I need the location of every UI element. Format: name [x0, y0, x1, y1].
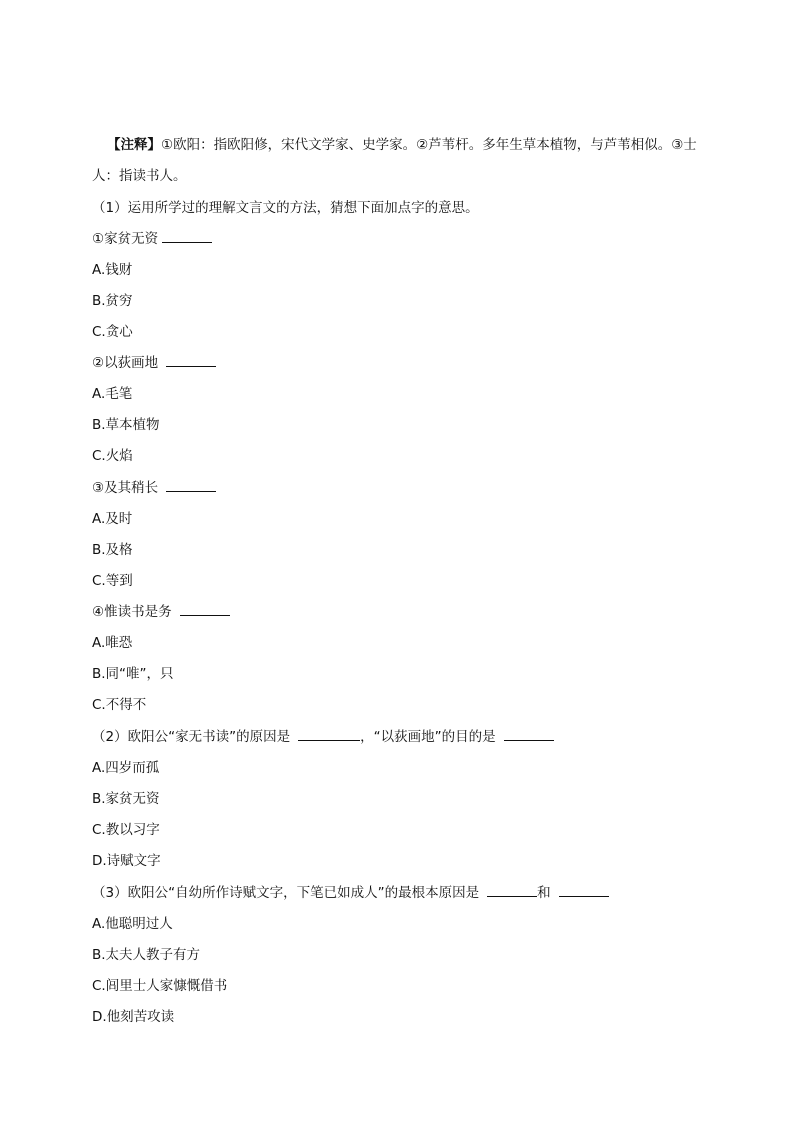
q1-item-2-option-a[interactable]: A.毛笔 [92, 386, 133, 402]
q2-option-c[interactable]: C.教以习字 [92, 822, 160, 838]
stem-text: ③及其稍长 [92, 480, 159, 496]
q3-option-c[interactable]: C.闾里士人家慷慨借书 [92, 978, 228, 994]
answer-blank-2[interactable] [504, 728, 554, 741]
question-3-prompt [92, 881, 609, 901]
answer-blank-1[interactable] [298, 728, 360, 741]
note-text-2: 人：指读书人。 [92, 168, 187, 184]
answer-blank[interactable] [166, 354, 216, 367]
q1-item-1-stem [92, 227, 212, 247]
q1-item-1-option-c[interactable]: C.贪心 [92, 324, 133, 340]
q1-item-3-option-c[interactable]: C.等到 [92, 573, 133, 589]
answer-blank[interactable] [180, 603, 230, 616]
answer-blank[interactable] [166, 479, 216, 492]
q2-option-b[interactable]: B.家贫无资 [92, 791, 160, 807]
q1-item-3-stem [92, 476, 216, 496]
stem-text: ④惟读书是务 [92, 604, 172, 620]
q1-item-3-option-a[interactable]: A.及时 [92, 511, 133, 527]
note-text-1: ①欧阳：指欧阳修，宋代文学家、史学家。②芦苇杆。多年生草本植物，与芦苇相似。③士 [161, 137, 697, 153]
q1-item-2-option-b[interactable]: B.草本植物 [92, 417, 160, 433]
answer-blank-2[interactable] [559, 884, 609, 897]
q3-prompt-part-a: （3）欧阳公“自幼所作诗赋文字，下笔已如成人”的最根本原因是 [92, 885, 480, 901]
q1-item-1-option-b[interactable]: B.贫穷 [92, 293, 133, 309]
q2-prompt-part-b: ，“以荻画地”的目的是 [360, 729, 496, 745]
q1-item-3-option-b[interactable]: B.及格 [92, 542, 133, 558]
q1-item-4-option-b[interactable]: B.同“唯”，只 [92, 666, 174, 682]
note-label: 【注释】 [107, 137, 161, 153]
question-1-prompt: （1）运用所学过的理解文言文的方法，猜想下面加点字的意思。 [92, 200, 479, 216]
q1-item-4-option-a[interactable]: A.唯恐 [92, 635, 133, 651]
question-2-prompt [92, 725, 554, 745]
q3-option-b[interactable]: B.太夫人教子有方 [92, 947, 201, 963]
q1-item-4-option-c[interactable]: C.不得不 [92, 697, 147, 713]
q1-item-2-stem [92, 351, 216, 371]
answer-blank[interactable] [162, 230, 212, 243]
stem-text: ①家贫无资 [92, 231, 159, 247]
q1-item-4-stem [92, 600, 230, 620]
q2-prompt-part-a: （2）欧阳公“家无书读”的原因是 [92, 729, 291, 745]
note-line-2 [92, 164, 187, 184]
note-line-1 [107, 133, 697, 153]
q3-option-d[interactable]: D.他刻苦攻读 [92, 1009, 175, 1025]
q1-item-2-option-c[interactable]: C.火焰 [92, 448, 133, 464]
q1-item-1-option-a[interactable]: A.钱财 [92, 262, 133, 278]
answer-blank-1[interactable] [487, 884, 537, 897]
q2-option-a[interactable]: A.四岁而孤 [92, 760, 160, 776]
q3-option-a[interactable]: A.他聪明过人 [92, 916, 173, 932]
q2-option-d[interactable]: D.诗赋文字 [92, 853, 161, 869]
stem-text: ②以荻画地 [92, 355, 159, 371]
q3-prompt-and: 和 [537, 885, 551, 901]
